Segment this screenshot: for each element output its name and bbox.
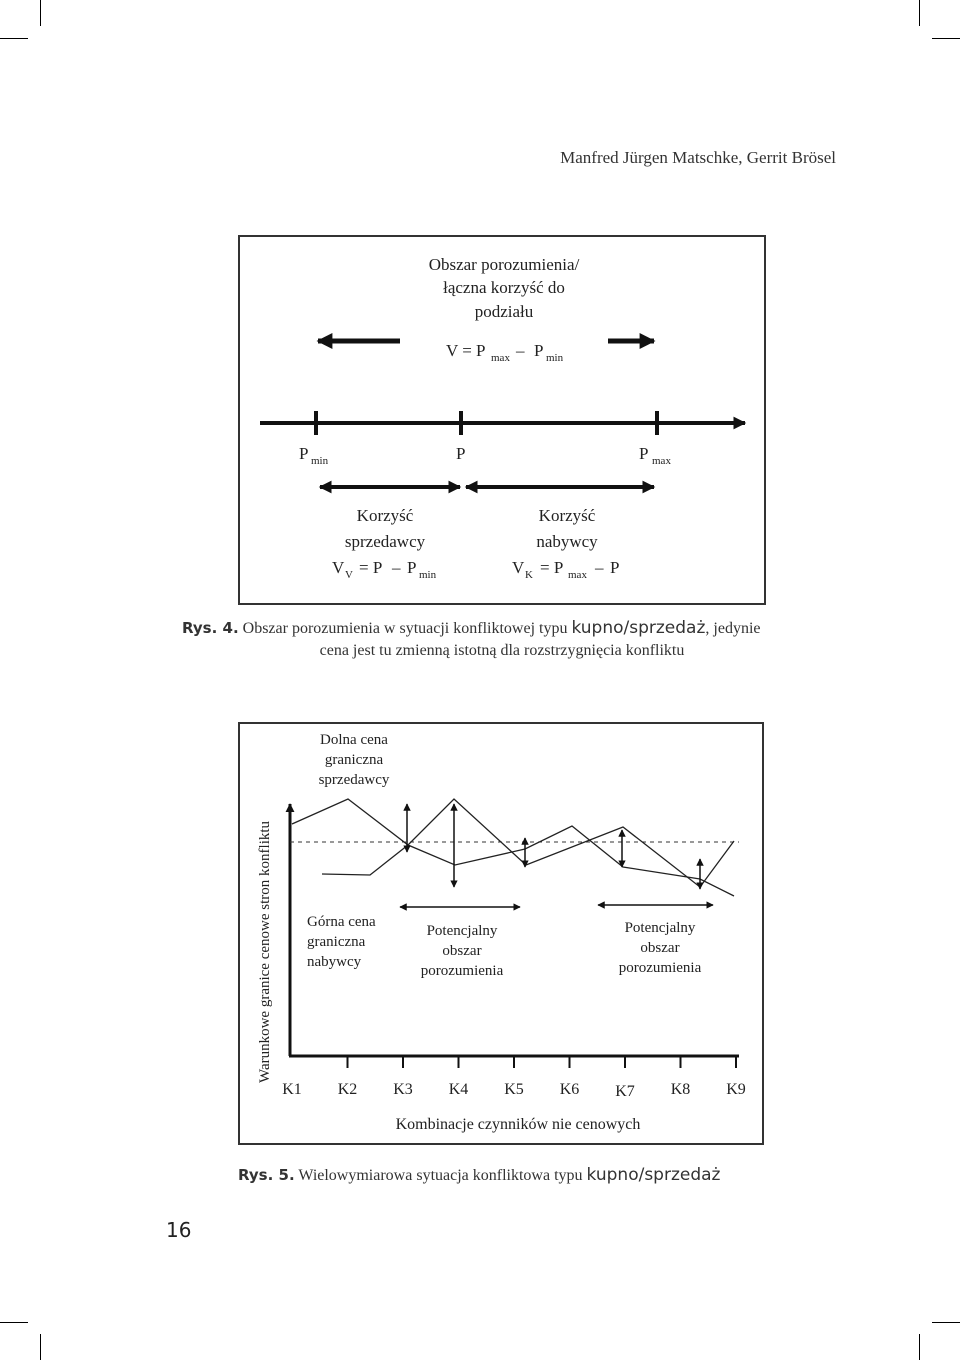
figure-4-caption-line2: cena jest tu zmienną istotną dla rozstrzygnięcia konfliktu <box>319 642 685 659</box>
svg-text:obszar: obszar <box>442 943 482 959</box>
crop-mark <box>40 0 41 26</box>
svg-text:Korzyść: Korzyść <box>356 506 414 525</box>
crop-mark <box>0 1322 28 1323</box>
svg-text:Potencjalny: Potencjalny <box>624 920 696 936</box>
figure-4-diagram <box>240 237 764 603</box>
svg-text:Górna cena: Górna cena <box>307 914 376 930</box>
x-ticks <box>348 1056 737 1068</box>
svg-text:Korzyść: Korzyść <box>538 506 596 525</box>
svg-text:obszar: obszar <box>640 940 680 956</box>
k-label: K5 <box>504 1081 524 1098</box>
svg-text:P: P <box>299 444 309 463</box>
label-pmax <box>639 444 671 467</box>
seller-limit-line <box>292 799 734 896</box>
svg-text:sprzedawcy: sprzedawcy <box>318 772 390 788</box>
k-label: K2 <box>337 1081 358 1098</box>
k-label: K9 <box>726 1081 746 1098</box>
svg-text:max: max <box>568 569 587 581</box>
caption-label: Rys. 4. <box>182 619 239 637</box>
svg-text:= P: = P <box>359 558 383 577</box>
svg-text:min: min <box>311 455 329 467</box>
agreement-title <box>429 255 580 321</box>
zone1-label <box>421 923 504 979</box>
svg-text:sprzedawcy: sprzedawcy <box>344 532 426 551</box>
y-axis-label: Warunkowe granice cenowe stron konfliktu <box>257 820 273 1084</box>
svg-text:graniczna: graniczna <box>324 752 384 768</box>
svg-text:P: P <box>407 558 417 577</box>
svg-text:–: – <box>516 341 525 360</box>
label-pmin <box>299 444 329 467</box>
seller-benefit-label <box>332 506 437 581</box>
zone2-label <box>619 920 702 976</box>
figure-4-caption: Rys. 4. Obszar porozumienia w sytuacji konfliktowej typu kupno/sprzedaż, jedynie <box>182 618 761 638</box>
k-label: K4 <box>448 1081 469 1098</box>
buyer-limit-line <box>322 799 734 887</box>
figure-5-caption: Rys. 5. Wielowymiarowa sytuacja konfliktowa typu kupno/sprzedaż <box>238 1165 721 1185</box>
x-axis-label: Kombinacje czynników nie cenowych <box>395 1116 641 1133</box>
buyer-benefit-label <box>512 506 619 581</box>
figure-5-diagram <box>240 724 762 1143</box>
crop-mark <box>40 1334 41 1360</box>
caption-label: Rys. 5. <box>238 1166 295 1184</box>
svg-text:K: K <box>525 569 533 581</box>
figure-4 <box>238 235 766 605</box>
svg-text:–: – <box>392 558 401 577</box>
svg-text:P: P <box>639 444 649 463</box>
svg-text:V: V <box>332 558 345 577</box>
label-p: P <box>456 444 466 463</box>
crop-mark <box>932 1322 960 1323</box>
svg-text:Dolna cena: Dolna cena <box>320 732 388 748</box>
k-labels <box>282 1081 746 1100</box>
running-header: Manfred Jürgen Matschke, Gerrit Brösel <box>560 148 836 167</box>
svg-text:Potencjalny: Potencjalny <box>426 923 498 939</box>
title-line: Obszar porozumienia/ <box>428 255 580 274</box>
svg-text:P: P <box>610 558 620 577</box>
svg-text:min: min <box>546 352 564 364</box>
svg-text:= P: = P <box>540 558 564 577</box>
svg-text:V: V <box>345 569 353 581</box>
crop-mark <box>919 1334 920 1360</box>
svg-text:porozumienia: porozumienia <box>618 960 702 976</box>
svg-text:V: V <box>512 558 525 577</box>
k-label: K6 <box>559 1081 580 1098</box>
figure-5 <box>238 722 764 1145</box>
agreement-formula <box>446 341 564 364</box>
seller-limit-label <box>319 732 390 788</box>
k-label: K8 <box>670 1081 691 1098</box>
buyer-limit-label <box>307 914 376 970</box>
crop-mark <box>932 38 960 39</box>
title-line: łączna korzyść do <box>443 278 565 297</box>
svg-text:max: max <box>652 455 671 467</box>
svg-text:graniczna: graniczna <box>307 934 366 950</box>
crop-mark <box>0 38 28 39</box>
crop-mark <box>919 0 920 26</box>
svg-text:P: P <box>534 341 544 360</box>
svg-text:–: – <box>595 558 604 577</box>
svg-text:porozumienia: porozumienia <box>420 963 504 979</box>
svg-text:V = P: V = P <box>446 341 486 360</box>
svg-text:nabywcy: nabywcy <box>307 954 362 970</box>
page-number: 16 <box>166 1218 192 1242</box>
title-line: podziału <box>474 302 534 321</box>
k-label: K1 <box>282 1081 302 1098</box>
k-label: K7 <box>615 1083 635 1100</box>
svg-text:nabywcy: nabywcy <box>536 532 598 551</box>
svg-text:max: max <box>491 352 510 364</box>
svg-text:min: min <box>419 569 437 581</box>
k-label: K3 <box>393 1081 413 1098</box>
